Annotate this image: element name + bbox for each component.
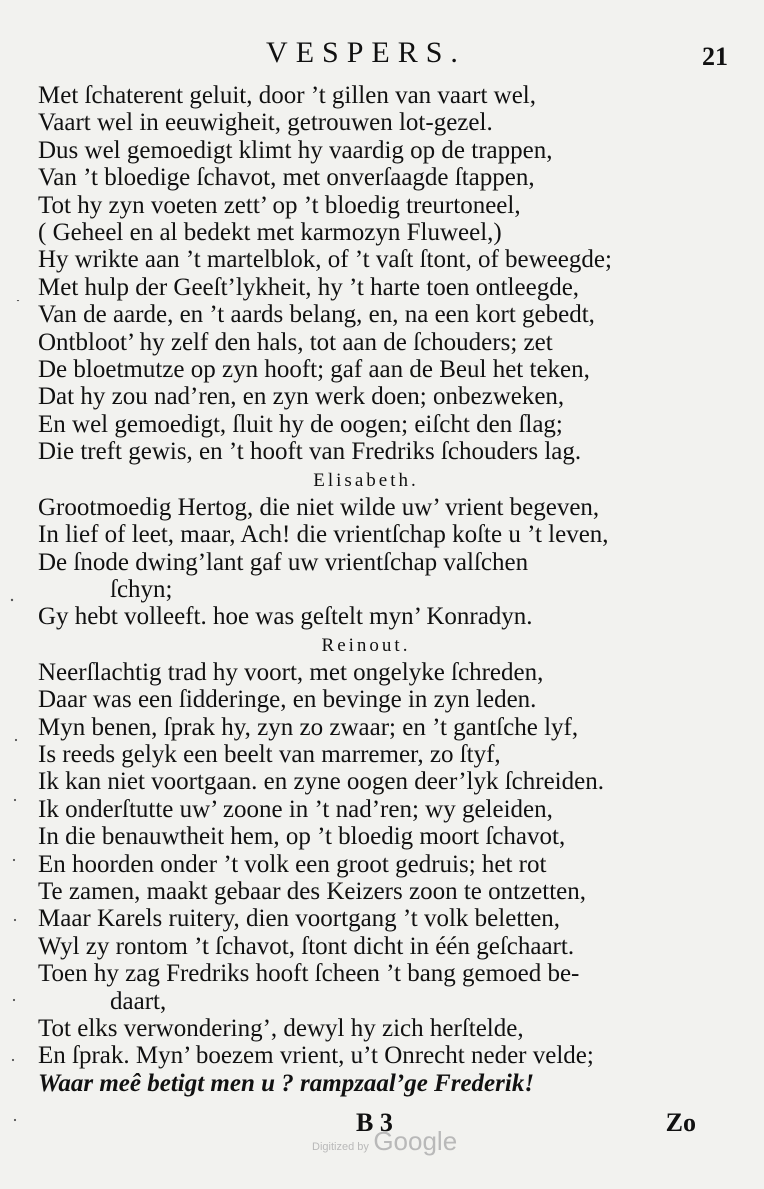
verse-line-continuation: ſchyn; bbox=[110, 575, 173, 603]
verse-line: Neerſlachtig trad hy voort, met ongelyke ſchreden, bbox=[38, 658, 544, 686]
digitization-watermark bbox=[312, 1126, 457, 1157]
verse-line: En ſprak. Myn’ boezem vrient, u’t Onrecht neder velde; bbox=[38, 1042, 594, 1070]
running-title: VESPERS. bbox=[266, 36, 466, 69]
speaker-heading: Elisabeth. bbox=[313, 469, 419, 491]
verse-line: Te zamen, maakt gebaar des Keizers zoon te ontzetten, bbox=[38, 877, 586, 905]
verse-line: Van de aarde, en ’t aards belang, en, na een kort gebedt, bbox=[38, 301, 595, 329]
verse-line: Dus wel gemoedigt klimt hy vaardig op de trappen, bbox=[38, 136, 553, 164]
verse-line: Die treft gewis, en ’t hooft van Fredriks ſchouders lag. bbox=[38, 438, 582, 466]
page-number: 21 bbox=[702, 42, 728, 71]
verse-line: Vaart wel in eeuwigheit, getrouwen lot-gezel. bbox=[38, 109, 493, 137]
verse-line: Daar was een ſidderinge, en bevinge in zyn leden. bbox=[38, 686, 537, 714]
watermark-brand: Google bbox=[373, 1126, 458, 1156]
verse-line: Ik kan niet voortgaan. en zyne oogen deer’lyk ſchreiden. bbox=[38, 768, 604, 796]
margin-specks bbox=[6, 300, 26, 1160]
verse-line: Wyl zy rontom ’t ſchavot, ſtont dicht in één geſchaart. bbox=[38, 932, 575, 960]
verse-line: De ſnode dwing’lant gaf uw vrientſchap valſchen bbox=[38, 548, 529, 576]
verse-line-italic: Waar meê betigt men u ? rampzaal’ge Frederik! bbox=[38, 1069, 535, 1097]
verse-block-3 bbox=[38, 659, 694, 1098]
signature-mark: B 3 bbox=[356, 1108, 393, 1137]
catchword: Zo bbox=[665, 1108, 696, 1137]
page-header bbox=[38, 36, 728, 82]
verse-line: Ik onderſtutte uw’ zoone in ’t nad’ren; wy geleiden, bbox=[38, 795, 553, 823]
verse-line: Van ’t bloedige ſchavot, met onverſaagde ſtappen, bbox=[38, 164, 535, 192]
verse-line: Met ſchaterent geluit, door ’t gillen van vaart wel, bbox=[38, 82, 536, 109]
verse-line: Toen hy zag Fredriks hooft ſcheen ’t bang gemoed be- bbox=[38, 960, 580, 988]
verse-line-continuation: daart, bbox=[110, 987, 167, 1015]
verse-line: Tot elks verwondering’, dewyl hy zich herſtelde, bbox=[38, 1015, 524, 1042]
verse-line: Maar Karels ruitery, dien voortgang ’t volk beletten, bbox=[38, 905, 561, 933]
verse-line: Myn benen, ſprak hy, zyn zo zwaar; en ’t gantſche lyf, bbox=[38, 713, 579, 741]
verse-line: En wel gemoedigt, ſluit hy de oogen; eiſcht den ſlag; bbox=[38, 410, 563, 438]
verse-line: ( Geheel en al bedekt met karmozyn Fluweel,) bbox=[38, 219, 502, 247]
verse-line: Dat hy zou nad’ren, en zyn werk doen; onbezweken, bbox=[38, 383, 565, 411]
speaker-heading: Reinout. bbox=[321, 634, 411, 656]
verse-line: In die benauwtheit hem, op ’t bloedig moort ſchavot, bbox=[38, 823, 566, 851]
verse-block-2 bbox=[38, 494, 694, 631]
verse-line: Grootmoedig Hertog, die niet wilde uw’ vrient begeven, bbox=[38, 493, 600, 521]
verse-line: Hy wrikte aan ’t martelblok, of ’t vaſt ſtont, of beweegde; bbox=[38, 246, 612, 274]
verse-line: Ontbloot’ hy zelf den hals, tot aan de ſchouders; zet bbox=[38, 328, 553, 356]
verse-line: Met hulp der Geeſt’lykheit, hy ’t harte toen ontleegde, bbox=[38, 273, 580, 301]
verse-block-1 bbox=[38, 82, 694, 466]
verse-line: Tot hy zyn voeten zett’ op ’t bloedig treurtoneel, bbox=[38, 191, 521, 219]
verse-line: De bloetmutze op zyn hooft; gaf aan de Beul het teken, bbox=[38, 356, 590, 384]
watermark-prefix: Digitized by bbox=[312, 1141, 369, 1153]
verse-line: In lief of leet, maar, Ach! die vrientſchap koſte u ’t leven, bbox=[38, 521, 609, 549]
verse-line: Is reeds gelyk een beelt van marremer, zo ſtyf, bbox=[38, 740, 501, 768]
verse-line: Gy hebt volleeft. hoe was geſtelt myn’ Konradyn. bbox=[38, 603, 533, 631]
verse-line: En hoorden onder ’t volk een groot gedruis; het rot bbox=[38, 850, 547, 878]
